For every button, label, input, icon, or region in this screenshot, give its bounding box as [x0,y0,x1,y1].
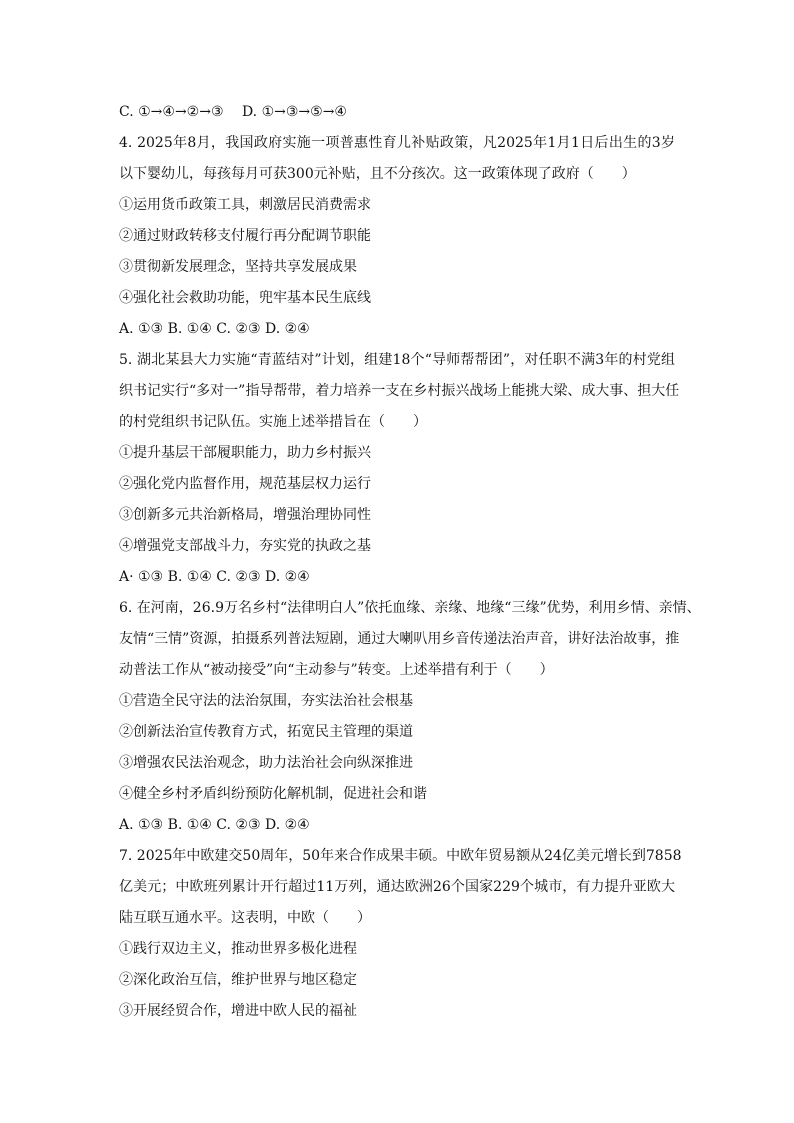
q7-stem-line-2: 亿美元；中欧班列累计开行超过11万列，通达欧洲26个国家229个城市，有力提升亚欧大 [119,879,675,895]
q6-stem-line-2: 友情“三情”资源，拍摄系列普法短剧，通过大喇叭用乡音传递法治声音，讲好法治故事，推 [119,631,680,647]
q4-statement-4: ④强化社会救助功能，兜牢基本民生底线 [119,290,371,306]
q5-statement-1: ①提升基层干部履职能力，助力乡村振兴 [119,445,371,461]
q6-stem-line-1: 6. 在河南，26.9万名乡村“法律明白人”依托血缘、亲缘、地缘“三缘”优势，利用乡情、亲情、 [119,600,701,616]
q5-stem-line-1: 5. 湖北某县大力实施“青蓝结对”计划，组建18个“导师帮帮团”，对任职不满3年的村党组 [119,352,675,368]
q4-statement-1: ①运用货币政策工具，刺激居民消费需求 [119,197,371,213]
q7-stem-line-3: 陆互联互通水平。这表明，中欧（ ） [119,910,371,926]
q6-statement-4: ④健全乡村矛盾纠纷预防化解机制，促进社会和谐 [119,786,427,802]
q5-statement-3: ③创新多元共治新格局，增强治理协同性 [119,507,371,523]
q5-stem-line-2: 织书记实行“多对一”指导帮带，着力培养一支在乡村振兴战场上能挑大梁、成大事、担大任 [119,383,680,399]
q7-statement-3: ③开展经贸合作，增进中欧人民的福祉 [119,1003,357,1019]
q4-stem-line-1: 4. 2025年8月，我国政府实施一项普惠性育儿补贴政策，凡2025年1月1日后出生的3岁 [119,135,675,151]
q5-stem-line-3: 的村党组织书记队伍。实施上述举措旨在（ ） [119,414,427,430]
q7-statement-1: ①践行双边主义，推动世界多极化进程 [119,941,357,957]
q4-statement-2: ②通过财政转移支付履行再分配调节职能 [119,228,371,244]
q6-statement-1: ①营造全民守法的法治氛围，夯实法治社会根基 [119,693,413,709]
q4-options: A. ①③ B. ①④ C. ②③ D. ②④ [119,321,310,337]
q6-stem-line-3: 动普法工作从“被动接受”向“主动参与”转变。上述举措有利于（ ） [119,662,554,678]
q4-stem-line-2: 以下婴幼儿，每孩每月可获300元补贴，且不分孩次。这一政策体现了政府（ ） [119,166,636,182]
q6-statement-3: ③增强农民法治观念，助力法治社会向纵深推进 [119,755,413,771]
q5-options: A· ①③ B. ①④ C. ②③ D. ②④ [119,569,310,585]
q6-options: A. ①③ B. ①④ C. ②③ D. ②④ [119,817,310,833]
q7-statement-2: ②深化政治互信，维护世界与地区稳定 [119,972,357,988]
q4-statement-3: ③贯彻新发展理念，坚持共享发展成果 [119,259,357,275]
q5-statement-2: ②强化党内监督作用，规范基层权力运行 [119,476,371,492]
q7-stem-line-1: 7. 2025年中欧建交50周年，50年来合作成果丰硕。中欧年贸易额从24亿美元增长到7858 [119,848,682,864]
q3-options-cd: C. ①→④→②→③ D. ①→③→⑤→④ [119,104,347,120]
q6-statement-2: ②创新法治宣传教育方式，拓宽民主管理的渠道 [119,724,413,740]
q5-statement-4: ④增强党支部战斗力，夯实党的执政之基 [119,538,371,554]
